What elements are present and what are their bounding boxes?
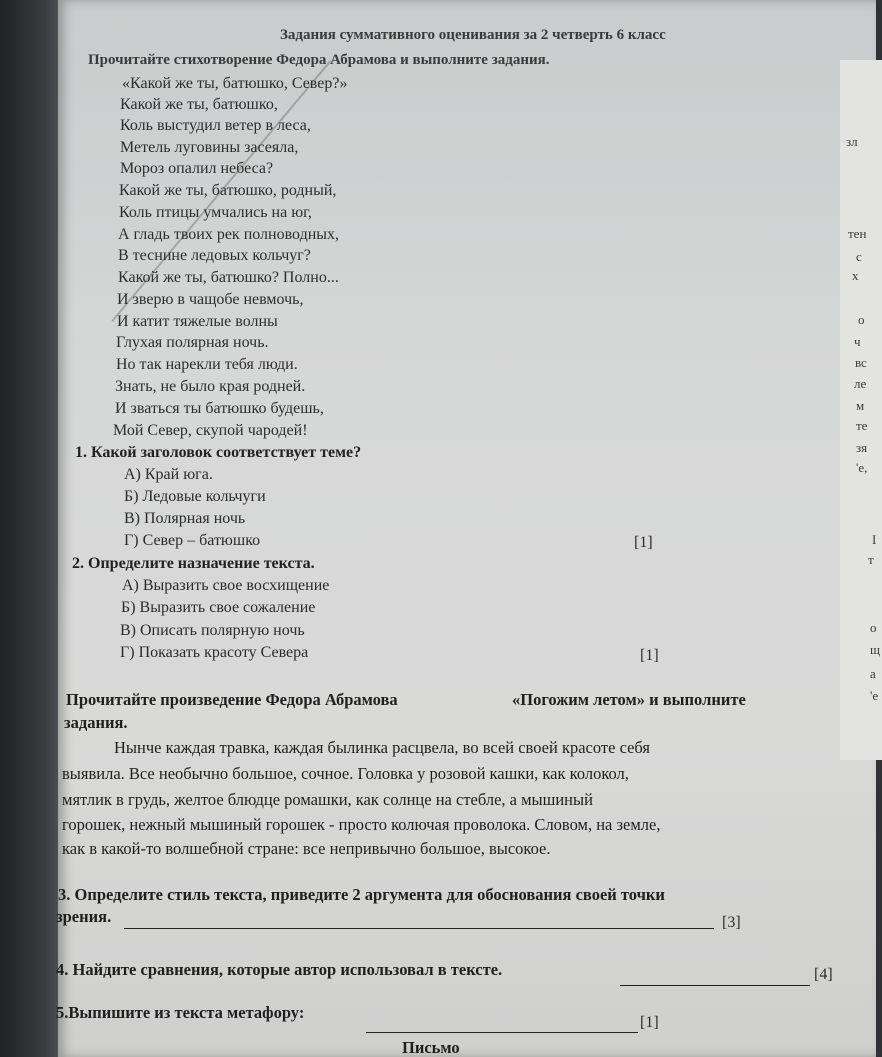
instruction-prose-line2: задания. bbox=[64, 713, 128, 732]
prose-line: выявила. Все необычно большое, сочное. Головка у розовой кашки, как колокол, bbox=[62, 764, 629, 783]
q2-option-a[interactable]: А) Выразить свое восхищение bbox=[122, 577, 330, 594]
question-3: 3. Определите стиль текста, приведите 2 аргумента для обоснования своей точки bbox=[58, 885, 665, 904]
poem-line: И зваться ты батюшко будешь, bbox=[115, 400, 324, 417]
q1-option-b[interactable]: Б) Ледовые кольчуги bbox=[124, 488, 266, 505]
prose-line: Нынче каждая травка, каждая былинка расцвела, во всей своей красоте себя bbox=[114, 738, 650, 757]
desk-edge bbox=[0, 0, 64, 1057]
question-4: 4. Найдите сравнения, которые автор использовал в тексте. bbox=[56, 960, 503, 979]
margin-fragment: а bbox=[870, 666, 876, 681]
margin-fragment: I bbox=[872, 532, 877, 547]
poem-line: Мой Север, скупой чародей! bbox=[113, 422, 308, 439]
margin-fragment: х bbox=[852, 268, 859, 283]
q5-mark: [1] bbox=[640, 1014, 659, 1031]
margin-fragment: зя bbox=[856, 440, 868, 455]
margin-fragment: тен bbox=[848, 226, 867, 241]
poem-line: Какой же ты, батюшко, родный, bbox=[119, 182, 337, 199]
margin-fragment: ч bbox=[854, 334, 861, 349]
instruction-prose-part2: «Погожим летом» и выполните bbox=[512, 690, 746, 709]
q2-option-d[interactable]: Г) Показать красоту Севера bbox=[120, 644, 309, 661]
margin-fragment: вс bbox=[855, 355, 867, 370]
prose-line: горошек, нежный мышиный горошек - просто колючая проволока. Словом, на земле, bbox=[62, 815, 661, 834]
margin-fragment: с bbox=[856, 249, 862, 264]
poem-line: И зверю в чащобе невмочь, bbox=[117, 291, 304, 308]
poem-line: Мороз опалил небеса? bbox=[120, 160, 274, 177]
q1-mark: [1] bbox=[634, 534, 653, 551]
instruction-poem: Прочитайте стихотворение Федора Абрамова и выполните задания. bbox=[88, 52, 550, 68]
poem-line: «Какой же ты, батюшко, Север?» bbox=[122, 75, 348, 92]
poem-line: А гладь твоих рек полноводных, bbox=[118, 226, 340, 243]
margin-fragment: зл bbox=[846, 134, 858, 149]
prose-line: мятлик в грудь, желтое блюдце ромашки, как солнце на стебле, а мышиный bbox=[62, 790, 593, 809]
poem-line: В теснине ледовых кольчуг? bbox=[118, 247, 311, 264]
prose-line: как в какой-то волшебной стране: все непривычно большое, высокое. bbox=[62, 839, 551, 858]
section-title-writing: Письмо bbox=[402, 1038, 460, 1057]
q1-option-c[interactable]: В) Полярная ночь bbox=[124, 510, 246, 527]
poem-line: Но так нарекли тебя люди. bbox=[116, 356, 298, 373]
margin-fragment: те bbox=[856, 418, 868, 433]
instruction-prose-part1: Прочитайте произведение Федора Абрамова bbox=[66, 690, 398, 709]
q4-mark: [4] bbox=[814, 966, 833, 983]
margin-fragment: 'е bbox=[870, 688, 879, 703]
poem-line: Знать, не было края родней. bbox=[115, 378, 306, 395]
q2-mark: [1] bbox=[640, 647, 659, 664]
margin-fragment: о bbox=[870, 620, 877, 635]
poem-line: Глухая полярная ночь. bbox=[116, 334, 269, 351]
margin-fragment: ле bbox=[854, 376, 867, 391]
q4-answer-line[interactable] bbox=[620, 985, 810, 986]
q3-answer-line[interactable] bbox=[124, 928, 714, 929]
q5-answer-line[interactable] bbox=[366, 1032, 638, 1033]
poem-line: Какой же ты, батюшко? Полно... bbox=[118, 269, 339, 286]
q1-option-a[interactable]: А) Край юга. bbox=[124, 466, 213, 483]
page-header: Задания суммативного оценивания за 2 четверть 6 класс bbox=[280, 27, 666, 43]
q3-mark: [3] bbox=[722, 914, 741, 931]
question-3-cont: зрения. bbox=[56, 907, 112, 926]
poem-line: Коль птицы умчались на юг, bbox=[119, 204, 312, 221]
q1-option-d[interactable]: Г) Север – батюшко bbox=[124, 532, 261, 549]
question-1: 1. Какой заголовок соответствует теме? bbox=[75, 444, 362, 461]
q2-option-c[interactable]: В) Описать полярную ночь bbox=[120, 622, 305, 639]
margin-fragment: м bbox=[856, 398, 865, 413]
margin-fragment: о bbox=[858, 312, 865, 327]
poem-line: Метель луговины засеяла, bbox=[120, 139, 299, 156]
poem-line: И катит тяжелые волны bbox=[117, 313, 278, 330]
question-5: 5.Выпишите из текста метафору: bbox=[56, 1003, 305, 1022]
margin-fragment: щ bbox=[870, 642, 881, 657]
q2-option-b[interactable]: Б) Выразить свое сожаление bbox=[121, 599, 316, 616]
poem-line: Коль выстудил ветер в леса, bbox=[120, 117, 311, 134]
margin-fragment: 'е, bbox=[856, 460, 868, 475]
poem-line: Какой же ты, батюшко, bbox=[120, 96, 278, 113]
question-2: 2. Определите назначение текста. bbox=[72, 555, 315, 572]
margin-fragment: т bbox=[868, 552, 874, 567]
